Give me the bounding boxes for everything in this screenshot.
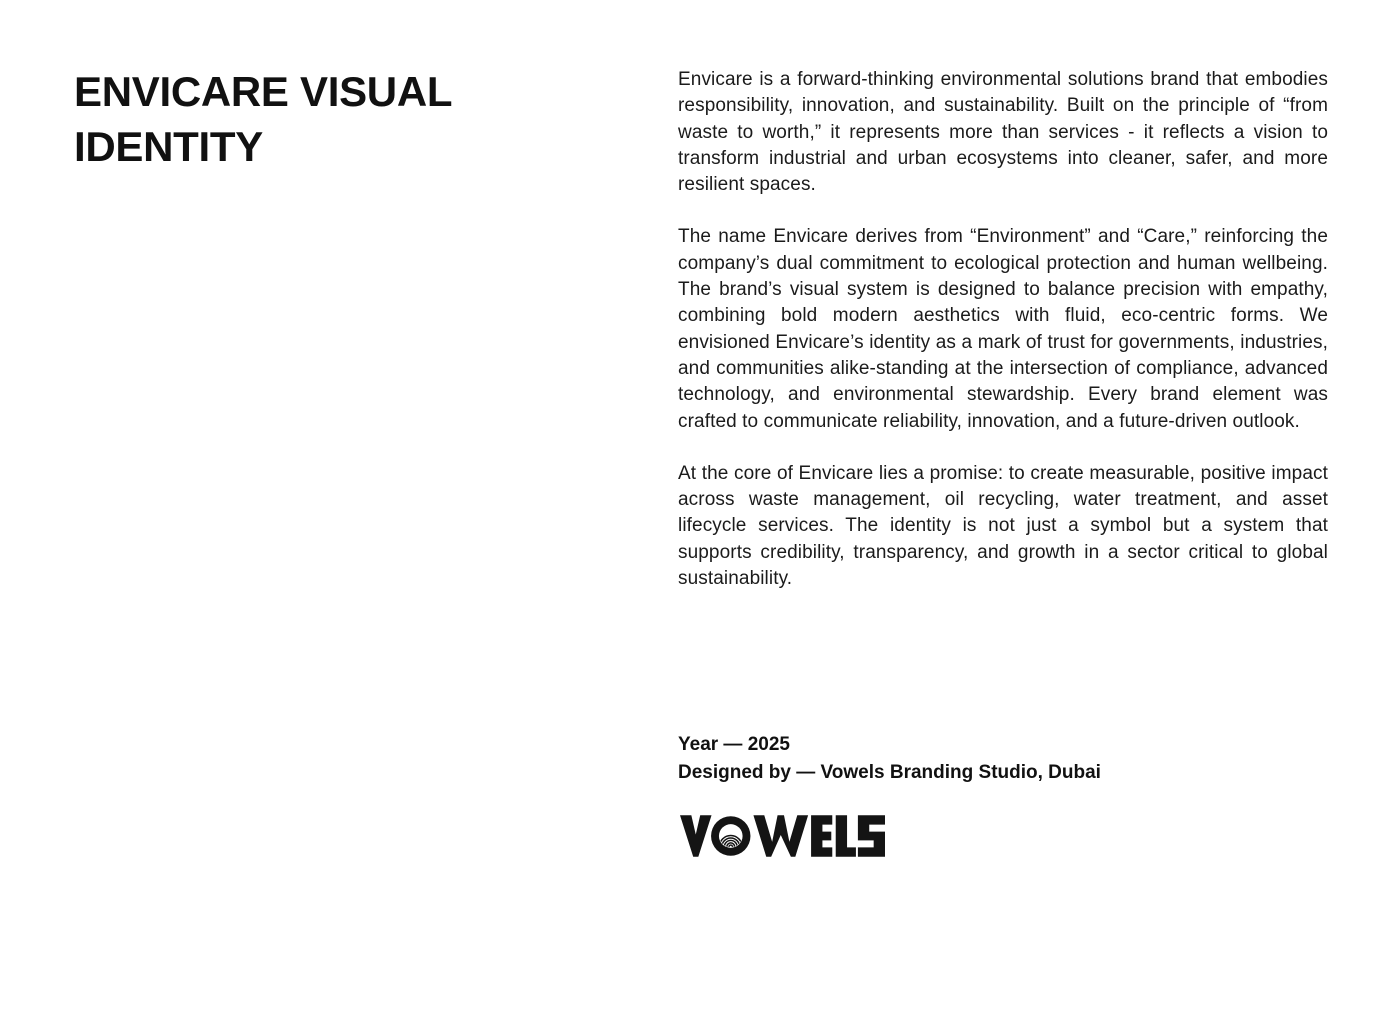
logo-letter-e	[811, 815, 832, 856]
logo-letter-o	[711, 816, 750, 855]
intro-text-column	[678, 67, 1328, 618]
credit-designed-by: Designed by — Vowels Branding Studio, Dubai	[678, 762, 1101, 783]
intro-paragraph-3: At the core of Envicare lies a promise: to create measurable, positive impact across waste management, oil recycling, water treatment, and asset lifecycle services. The identity is not just a symbol but a system that supports credibility, transparency, and growth in a sector critical to global sustainability.	[678, 462, 1328, 590]
logo-letter-l	[836, 815, 856, 856]
credit-year: Year — 2025	[678, 734, 790, 755]
vowels-logo	[680, 815, 885, 857]
page-title: ENVICARE VISUAL IDENTITY	[74, 68, 452, 170]
logo-letter-w	[753, 815, 808, 856]
logo-letter-s	[858, 815, 885, 856]
logo-letter-v	[680, 815, 712, 856]
intro-paragraph-1: Envicare is a forward-thinking environmental solutions brand that embodies responsibility, innovation, and sustainability. Built on the principle of “from waste to worth,” it represents more than services - it reflects a vision to transform industrial and urban ecosystems into cleaner, safer, and more resilient spaces.	[678, 69, 1328, 196]
vowels-wordmark-icon	[680, 815, 885, 857]
credits-block	[678, 731, 1101, 787]
intro-paragraph-2: The name Envicare derives from “Environment” and “Care,” reinforcing the company’s dual commitment to ecological protection and human wellbeing. The brand’s visual system is designed to balance precision with empathy, combining bold modern aesthetics with fluid, eco-centric forms. We envisioned Envicare’s identity as a mark of trust for governments, industries, and communities alike-standing at the intersection of compliance, advanced technology, and environmental stewardship. Every brand element was crafted to communicate reliability, innovation, and a future-driven outlook.	[678, 226, 1328, 432]
